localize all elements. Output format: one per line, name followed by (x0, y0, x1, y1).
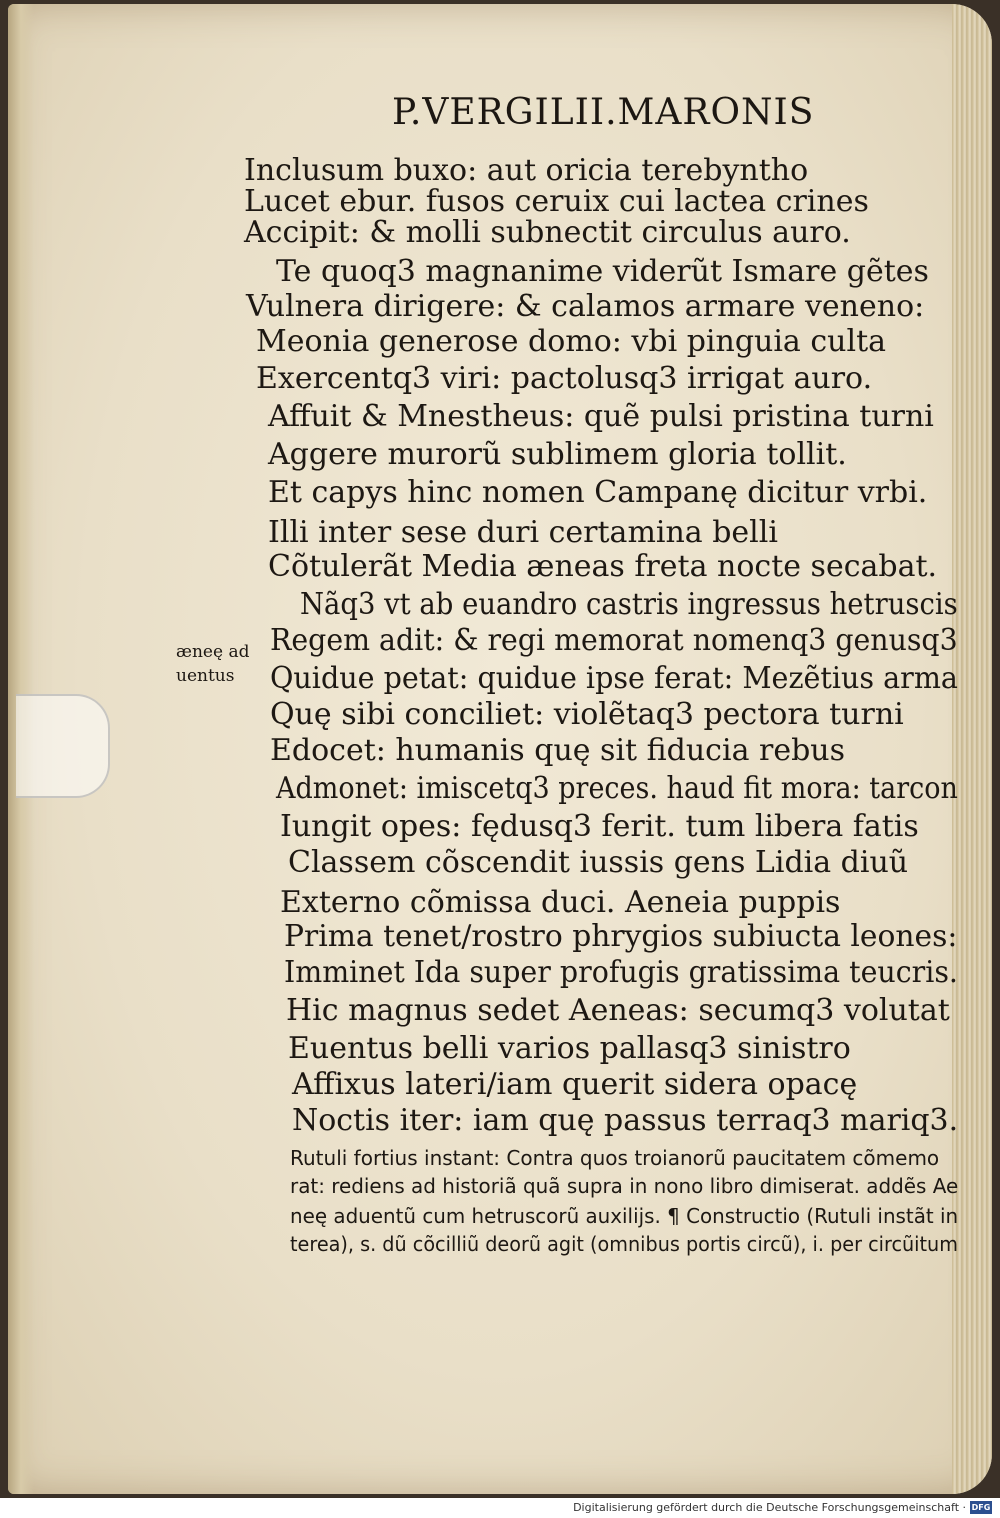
verse-line: Noctis iter: iam quę passus terraq3 mariq3. (292, 1103, 959, 1138)
verse-line: Te quoq3 magnanime viderũt Ismare gẽtes (276, 254, 929, 289)
verse-line: Quę sibi conciliet: violẽtaq3 pectora turni (270, 697, 904, 732)
verse-line: Meonia generose domo: vbi pinguia culta (256, 324, 887, 359)
verse-line: Hic magnus sedet Aeneas: secumq3 volutat (286, 993, 950, 1028)
verse-line: Affixus lateri/iam querit sidera opacę (292, 1067, 858, 1102)
commentary-line: terea), s. dũ cõcilliũ deorũ agit (omnibus portis circũ), i. per circũitum (290, 1232, 958, 1256)
footer-bar (0, 1498, 1000, 1518)
verse-line: Lucet ebur. fusos ceruix cui lactea crines (244, 184, 869, 219)
funding-credit: Digitalisierung gefördert durch die Deutsche Forschungsgemeinschaft · (573, 1501, 966, 1514)
verse-line: Iungit opes: fędusq3 ferit. tum libera fatis (280, 809, 919, 844)
verse-line: Inclusum buxo: aut oricia terebyntho (244, 153, 809, 188)
verse-line: Exercentq3 viri: pactolusq3 irrigat auro. (256, 361, 873, 396)
page-clip-holder (16, 694, 110, 798)
page-fore-edge (952, 4, 992, 1494)
verse-line: Edocet: humanis quę sit fiducia rebus (270, 733, 846, 768)
verse-line: Euentus belli varios pallasq3 sinistro (288, 1031, 851, 1066)
dfg-logo: DFG (971, 1503, 991, 1512)
verse-line: Affuit & Mnestheus: quẽ pulsi pristina turni (268, 399, 934, 434)
verse-line: Aggere murorũ sublimem gloria tollit. (268, 437, 847, 472)
verse-line: Vulnera dirigere: & calamos armare veneno: (246, 289, 925, 324)
verse-line: Accipit: & molli subnectit circulus auro. (244, 215, 851, 250)
verse-line: Imminet Ida super profugis gratissima teucris. (284, 955, 958, 990)
verse-line: Quidue petat: quidue ipse ferat: Mezẽtius arma (270, 661, 958, 696)
marginal-note-line: uentus (176, 666, 235, 686)
commentary-line: rat: rediens ad historiã quã supra in nono libro dimiserat. addẽs Ae (290, 1174, 959, 1198)
verse-line: Classem cõscendit iussis gens Lidia diuũ (288, 845, 909, 880)
running-head: P.VERGILII.MARONIS (392, 92, 815, 133)
verse-line: Cõtulerãt Media æneas freta nocte secabat. (268, 549, 938, 584)
marginal-note-line: æneę ad (176, 642, 250, 662)
verse-line: Admonet: imiscetq3 preces. haud fit mora: tarcon (276, 771, 958, 806)
verse-line: Nãq3 vt ab euandro castris ingressus hetruscis (300, 587, 958, 622)
verse-line: Prima tenet/rostro phrygios subiucta leones: (284, 919, 958, 954)
book-page (8, 4, 992, 1494)
verse-line: Et capys hinc nomen Campanę dicitur vrbi. (268, 475, 928, 510)
verse-line: Illi inter sese duri certamina belli (268, 515, 778, 550)
marginal-note (176, 640, 249, 688)
verse-line: Externo cõmissa duci. Aeneia puppis (280, 885, 841, 920)
commentary-line: Rutuli fortius instant: Contra quos troianorũ paucitatem cõmemo (290, 1146, 940, 1170)
commentary-line: neę aduentũ cum hetruscorũ auxilijs. ¶ Constructio (Rutuli instãt in (290, 1204, 959, 1228)
verse-line: Regem adit: & regi memorat nomenq3 genusq3 (270, 623, 958, 658)
